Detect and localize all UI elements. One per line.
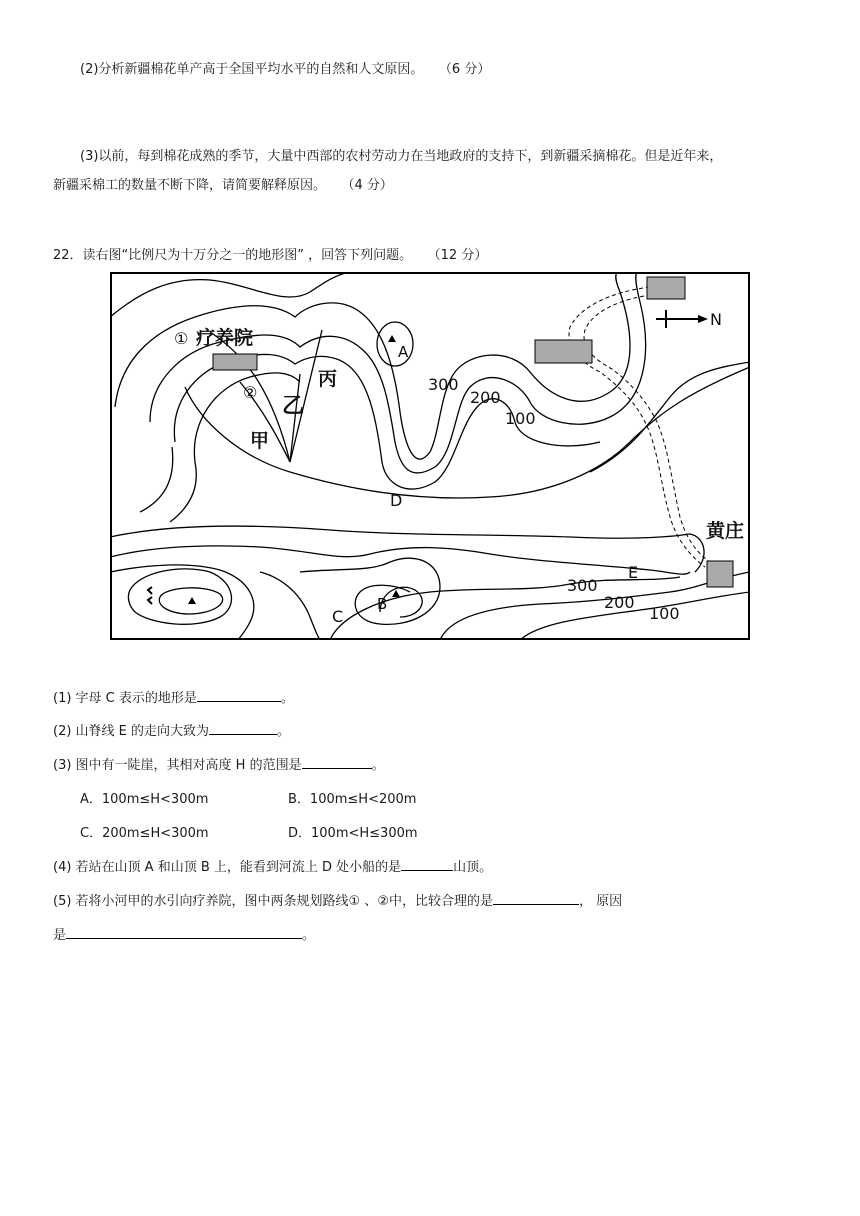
subq-4-text: (4) 若站在山顶 A 和山顶 B 上，能看到河流上 D 处小船的是 xyxy=(53,860,402,875)
question-2-prev xyxy=(80,58,490,77)
subq-2-end: 。 xyxy=(277,724,291,739)
subq-2-text: (2) 山脊线 E 的走向大致为 xyxy=(53,724,210,739)
question-22-text: 22．读右图“比例尺为十万分之一的地形图” ，回答下列问题。 xyxy=(53,248,413,263)
peak-b-label: B xyxy=(377,595,388,613)
subq-2 xyxy=(53,720,290,739)
sanatorium-building xyxy=(213,354,257,370)
question-2-text: (2)分析新疆棉花单产高于全国平均水平的自然和人文原因。 xyxy=(80,62,424,77)
subq-5-blank-1[interactable] xyxy=(493,890,579,905)
subq-5-blank-2[interactable] xyxy=(66,924,302,939)
question-3-text-line1: (3)以前，每到棉花成熟的季节，大量中西部的农村劳动力在当地政府的支持下，到新疆采摘棉花。但是近年来， xyxy=(80,149,723,164)
contour-200-top-label: 200 xyxy=(470,388,501,407)
huangzhuang-building xyxy=(707,561,733,587)
question-3-prev-line2 xyxy=(53,174,393,193)
subq-2-blank[interactable] xyxy=(209,720,277,735)
d-label: D xyxy=(390,491,403,510)
subq-5-text: (5) 若将小河甲的水引向疗养院，图中两条规划路线① 、②中，比较合理的是 xyxy=(53,894,493,909)
topographic-map xyxy=(110,272,750,640)
question-3-score: （4 分） xyxy=(348,178,393,193)
subq-3-end: 。 xyxy=(371,758,385,773)
subq-1-blank[interactable] xyxy=(197,687,281,702)
subq-1-text: (1) 字母 C 表示的地形是 xyxy=(53,691,197,706)
subq-4 xyxy=(53,856,492,875)
subq-1-end: 。 xyxy=(280,691,294,706)
jia-label: 甲 xyxy=(250,430,270,452)
subq-3 xyxy=(53,754,385,773)
question-2-score: （6 分） xyxy=(445,62,491,77)
contour-100-bottom-label: 100 xyxy=(649,604,680,623)
sanatorium-label: 疗养院 xyxy=(196,327,254,349)
option-a[interactable]: A．100m≤H<300m xyxy=(80,792,209,807)
topographic-map-svg xyxy=(110,272,750,640)
huangzhuang-label: 黄庄 xyxy=(706,520,745,542)
subq-3-blank[interactable] xyxy=(302,754,372,769)
subq-5-end: 。 xyxy=(302,928,316,943)
e-label: E xyxy=(628,563,639,582)
contour-300-bottom-label: 300 xyxy=(567,576,598,595)
route-1-label: ① xyxy=(174,329,189,348)
contour-300-top-label: 300 xyxy=(428,375,459,394)
peak-a-label: A xyxy=(398,343,409,361)
question-22-score: （12 分） xyxy=(434,248,488,263)
option-d[interactable]: D．100m<H≤300m xyxy=(288,826,418,841)
c-label: C xyxy=(332,607,344,626)
building xyxy=(535,340,592,363)
option-b[interactable]: B．100m≤H<200m xyxy=(288,792,417,807)
subq-5-line2-text: 是 xyxy=(53,928,67,943)
subq-5-mid: ， 原因 xyxy=(579,894,623,909)
question-22-stem xyxy=(53,244,487,263)
building xyxy=(647,277,685,299)
yi-label: 乙 xyxy=(282,394,305,419)
route-2-label: ② xyxy=(243,383,258,402)
option-c[interactable]: C．200m≤H<300m xyxy=(80,826,209,841)
subq-5 xyxy=(53,890,622,909)
subq-1 xyxy=(53,687,294,706)
subq-4-blank[interactable] xyxy=(401,856,453,871)
question-3-prev-line1 xyxy=(80,145,722,164)
bing-label: 丙 xyxy=(318,368,338,390)
contour-100-top-label: 100 xyxy=(505,409,536,428)
subq-3-text: (3) 图中有一陡崖，其相对高度 H 的范围是 xyxy=(53,758,302,773)
subq-4-end: 山顶。 xyxy=(453,860,493,875)
subq-5-line2 xyxy=(53,924,315,943)
question-3-text-line2: 新疆采棉工的数量不断下降，请简要解释原因。 xyxy=(53,178,327,193)
north-label: N xyxy=(710,310,722,329)
contour-200-bottom-label: 200 xyxy=(604,593,635,612)
